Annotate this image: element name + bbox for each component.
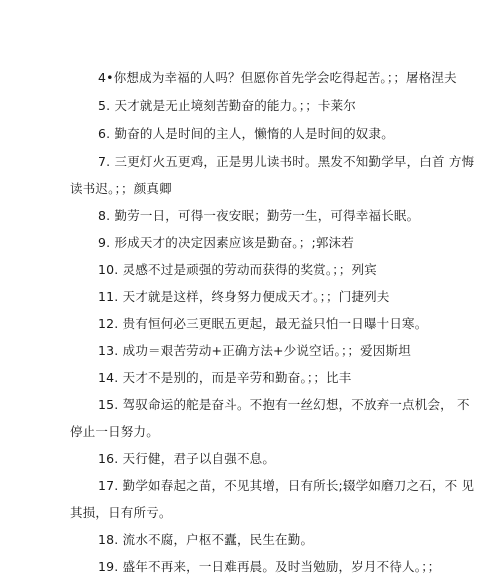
quote-line-10: 10. 灵感不过是顽强的劳动而获得的奖赏。；；列宾 (98, 262, 377, 277)
quote-line-15-continued: 停止一日努力。 (70, 424, 159, 439)
quote-line-4: 4•你想成为幸福的人吗？但愿你首先学会吃得起苦。；；屠格涅夫 (98, 70, 457, 85)
quote-line-13: 13. 成功＝艰苦劳动+正确方法+少说空话。；；爱因斯坦 (98, 343, 411, 358)
quote-line-16: 16. 天行健，君子以自强不息。 (98, 451, 276, 466)
quote-line-5: 5. 天才就是无止境刻苦勤奋的能力。；；卡莱尔 (98, 98, 357, 113)
quote-line-15: 15. 驾驭命运的舵是奋斗。不抱有一丝幻想，不放弃一点机会， 不 (98, 397, 470, 412)
quote-line-14: 14. 天才不是别的，而是辛劳和勤奋。；；比丰 (98, 370, 352, 385)
quote-line-7-continued: 读书迟。；；颜真卿 (70, 181, 172, 196)
quote-line-6: 6. 勤奋的人是时间的主人，懒惰的人是时间的奴隶。 (98, 126, 394, 141)
quote-line-7: 7. 三更灯火五更鸡，正是男儿读书时。黑发不知勤学早，白首 方悔 (98, 154, 475, 169)
quote-line-17: 17. 勤学如春起之苗，不见其增，日有所长;辍学如磨刀之石，不 见 (98, 478, 475, 493)
quote-line-8: 8. 勤劳一日，可得一夜安眠；勤劳一生，可得幸福长眠。 (98, 208, 420, 223)
quote-line-18: 18. 流水不腐，户枢不蠹，民生在勤。 (98, 532, 314, 547)
quote-line-19: 19. 盛年不再来，一日难再晨。及时当勉励，岁月不待人。；； (98, 559, 441, 574)
quote-line-9: 9. 形成天才的决定因素应该是勤奋。；;郭沫若 (98, 235, 354, 250)
quote-line-11: 11. 天才就是这样，终身努力便成天才。；；门捷列夫 (98, 289, 390, 304)
quote-line-12: 12. 贵有恒何必三更眠五更起，最无益只怕一日曝十日寒。 (98, 316, 428, 331)
quote-line-17-continued: 其损，日有所亏。 (70, 505, 172, 520)
